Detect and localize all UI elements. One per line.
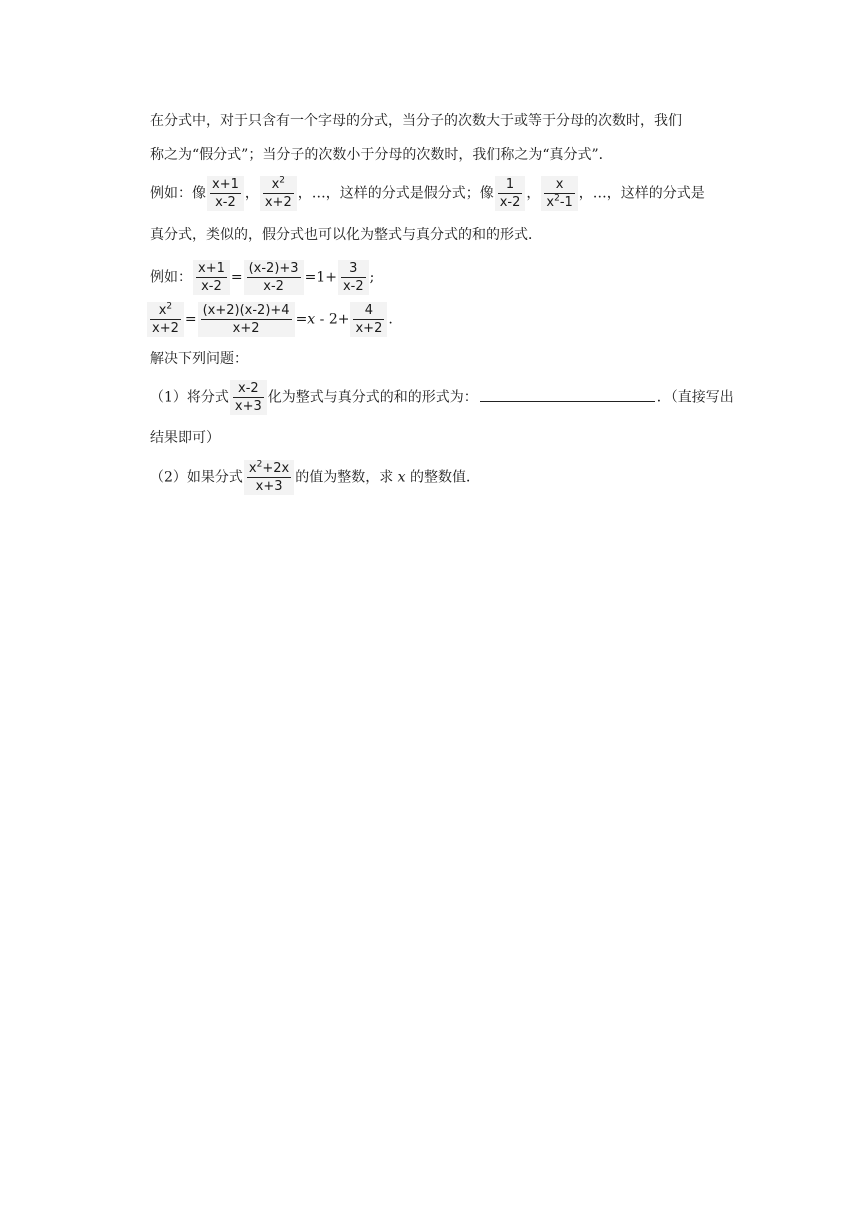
fraction-numerator: x — [544, 176, 574, 194]
numerator-exponent: 2 — [166, 301, 173, 312]
example2-line-2 — [146, 302, 393, 337]
example1-text-2: 真分式，类似的，假分式也可以化为整式与真分式的和的形式． — [150, 227, 542, 243]
fraction-numerator: x+1 — [212, 177, 239, 192]
numerator-tail: +2x — [262, 461, 290, 476]
fraction-numerator: x+1 — [198, 261, 225, 276]
fraction-1-over-x-minus-2 — [495, 176, 526, 211]
fraction-numerator: 1 — [498, 176, 523, 194]
denominator-tail: -1 — [559, 195, 573, 210]
fraction-numerator: (x+2)(x-2)+4 — [202, 303, 290, 318]
question-2-lead: （2）如果分式 — [150, 469, 243, 486]
example1-tail-text: ，…，这样的分式是 — [578, 185, 705, 202]
question-1-text-2: 结果即可） — [150, 430, 220, 446]
fraction-denominator: x-2 — [342, 279, 364, 294]
fraction-denominator: x+2 — [264, 195, 292, 210]
fraction-x-plus-1-over-x-minus-2 — [193, 260, 230, 295]
equals-sign: = — [184, 311, 197, 328]
equals-sign: = — [295, 311, 308, 328]
fraction-4-over-x-plus-2 — [350, 302, 387, 337]
numerator-exponent: 2 — [279, 175, 285, 186]
question-1-lead: （1）将分式 — [150, 389, 229, 406]
intro-line-1 — [150, 111, 682, 131]
question-2-mid: 的值为整数，求 — [295, 469, 394, 486]
fraction-denominator — [544, 194, 574, 211]
comma-separator: ， — [526, 185, 541, 202]
variable-x: x — [307, 311, 316, 328]
equals-sign: = — [230, 269, 243, 286]
example2-lead: 例如： — [150, 269, 192, 286]
example1-line — [150, 176, 705, 211]
fraction-numerator — [263, 176, 294, 194]
numerator-exponent: 2 — [256, 459, 263, 470]
example1-line-2 — [150, 225, 542, 245]
fraction-rewritten — [198, 302, 295, 337]
fraction-denominator: x-2 — [201, 279, 222, 294]
denominator-exponent: 2 — [554, 193, 560, 204]
numerator-base: x — [271, 177, 280, 192]
fraction-numerator: (x-2)+3 — [248, 261, 299, 276]
fraction-numerator — [247, 460, 291, 478]
fraction-denominator: x+2 — [152, 321, 179, 336]
intro-line-2 — [150, 145, 613, 165]
intro-text-1: 在分式中，对于只含有一个字母的分式，当分子的次数大于或等于分母的次数时，我们 — [150, 113, 682, 129]
example1-lead: 例如：像 — [150, 185, 206, 202]
period: . — [388, 311, 393, 328]
fraction-numerator: x-2 — [233, 380, 264, 398]
integer-part: 1+ — [316, 269, 337, 286]
fraction-x-minus-2-over-x-plus-3 — [230, 380, 267, 415]
denominator-base: x — [546, 195, 555, 210]
fraction-denominator: x+2 — [355, 321, 383, 336]
example1-mid-text: ，…，这样的分式是假分式；像 — [297, 185, 494, 202]
question-1-mid: 化为整式与真分式的和的形式为： — [267, 389, 478, 406]
fraction-denominator: x-2 — [499, 195, 521, 210]
fraction-x-squared-plus-2x-over-x-plus-3 — [244, 460, 294, 495]
fraction-x-squared-over-x-plus-2 — [260, 176, 297, 211]
intro-text-2: 称之为“假分式”；当分子的次数小于分母的次数时，我们称之为“真分式”． — [150, 147, 613, 163]
solve-heading-text: 解决下列问题： — [150, 351, 248, 367]
question-1-tail: ．（直接写出 — [656, 389, 734, 406]
fraction-x-squared-over-x-plus-2 — [147, 302, 184, 337]
numerator-base: x — [248, 461, 257, 476]
equals-sign: = — [304, 269, 317, 286]
question-1-line — [150, 380, 734, 415]
fraction-denominator: x+3 — [234, 399, 262, 414]
fraction-rewritten — [244, 260, 304, 295]
fraction-x-over-x-squared-minus-1 — [541, 176, 577, 211]
fraction-x-plus-1-over-x-minus-2 — [207, 176, 244, 211]
numerator-base: x — [158, 303, 167, 318]
question-2-tail: 的整数值． — [410, 469, 481, 486]
question-1-line-2 — [150, 428, 220, 448]
fraction-denominator: x+2 — [232, 321, 260, 336]
fraction-numerator: 4 — [353, 302, 384, 320]
fraction-numerator — [150, 302, 181, 320]
fraction-numerator: 3 — [341, 260, 366, 278]
example2-line-1 — [150, 260, 374, 295]
fraction-3-over-x-minus-2 — [338, 260, 369, 295]
comma-separator: ， — [244, 185, 259, 202]
semicolon: ; — [369, 269, 375, 286]
question-2-line — [150, 460, 480, 495]
solve-heading — [150, 349, 248, 369]
answer-blank[interactable] — [480, 387, 655, 402]
fraction-denominator: x+3 — [255, 479, 283, 494]
fraction-denominator: x-2 — [263, 279, 284, 294]
integer-part: - 2+ — [315, 311, 350, 328]
variable-x: x — [397, 469, 406, 486]
fraction-denominator: x-2 — [215, 195, 236, 210]
